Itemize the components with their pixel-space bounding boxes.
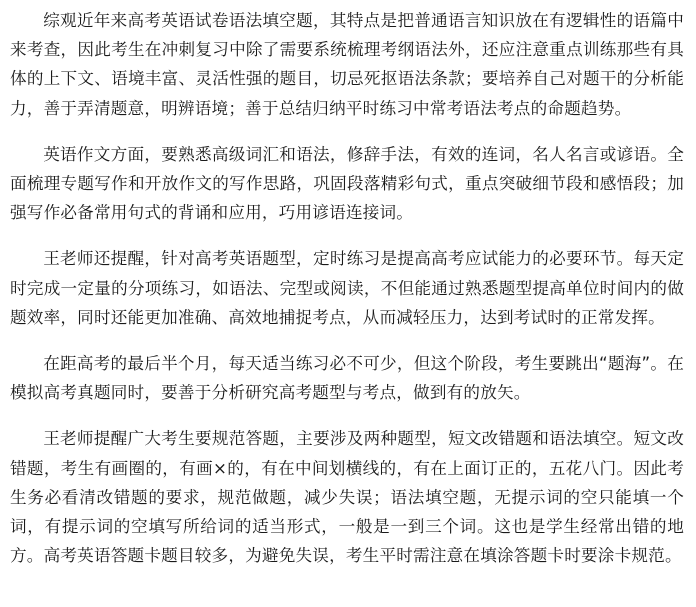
article-body [10, 6, 684, 570]
paragraph-grammar-fill: 综观近年来高考英语试卷语法填空题，其特点是把普通语言知识放在有逻辑性的语篇中来考查，因此考生在冲刺复习中除了需要系统梳理考纲语法外，还应注意重点训练那些有具体的上下文、语境丰富、灵活性强的题目，切忌死抠语法条款；要培养自己对题干的分析能力，善于弄清题意，明辨语境；善于总结归纳平时练习中常考语法考点的命题趋势。 [10, 11, 684, 118]
paragraph-timed-practice: 王老师还提醒，针对高考英语题型，定时练习是提高高考应试能力的必要环节。每天定时完成一定量的分项练习，如语法、完型或阅读，不但能通过熟悉题型提高单位时间内的做题效率，同时还能更加准确、高效地捕捉考点，从而减轻压力，达到考试时的正常发挥。 [10, 249, 684, 327]
paragraph-answer-standards: 王老师提醒广大考生要规范答题，主要涉及两种题型，短文改错题和语法填空。短文改错题，考生有画圈的，有画×的，有在中间划横线的，有在上面订正的，五花八门。因此考生务必看清改错题的要求，规范做题，减少失误；语法填空题，无提示词的空只能填一个词，有提示词的空填写所给词的适当形式，一般是一到三个词。这也是学生经常出错的地方。高考英语答题卡题目较多，为避免失误，考生平时需注意在填涂答题卡时要涂卡规范。 [10, 429, 684, 566]
paragraph-writing: 英语作文方面，要熟悉高级词汇和语法，修辞手法，有效的连词，名人名言或谚语。全面梳理专题写作和开放作文的写作思路，巩固段落精彩句式，重点突破细节段和感悟段；加强写作必备常用句式的背诵和应用，巧用谚语连接词。 [10, 144, 684, 223]
paragraph-final-weeks: 在距高考的最后半个月，每天适当练习必不可少，但这个阶段，考生要跳出“题海”。在模拟高考真题同时，要善于分析研究高考题型与考点，做到有的放矢。 [10, 354, 684, 403]
